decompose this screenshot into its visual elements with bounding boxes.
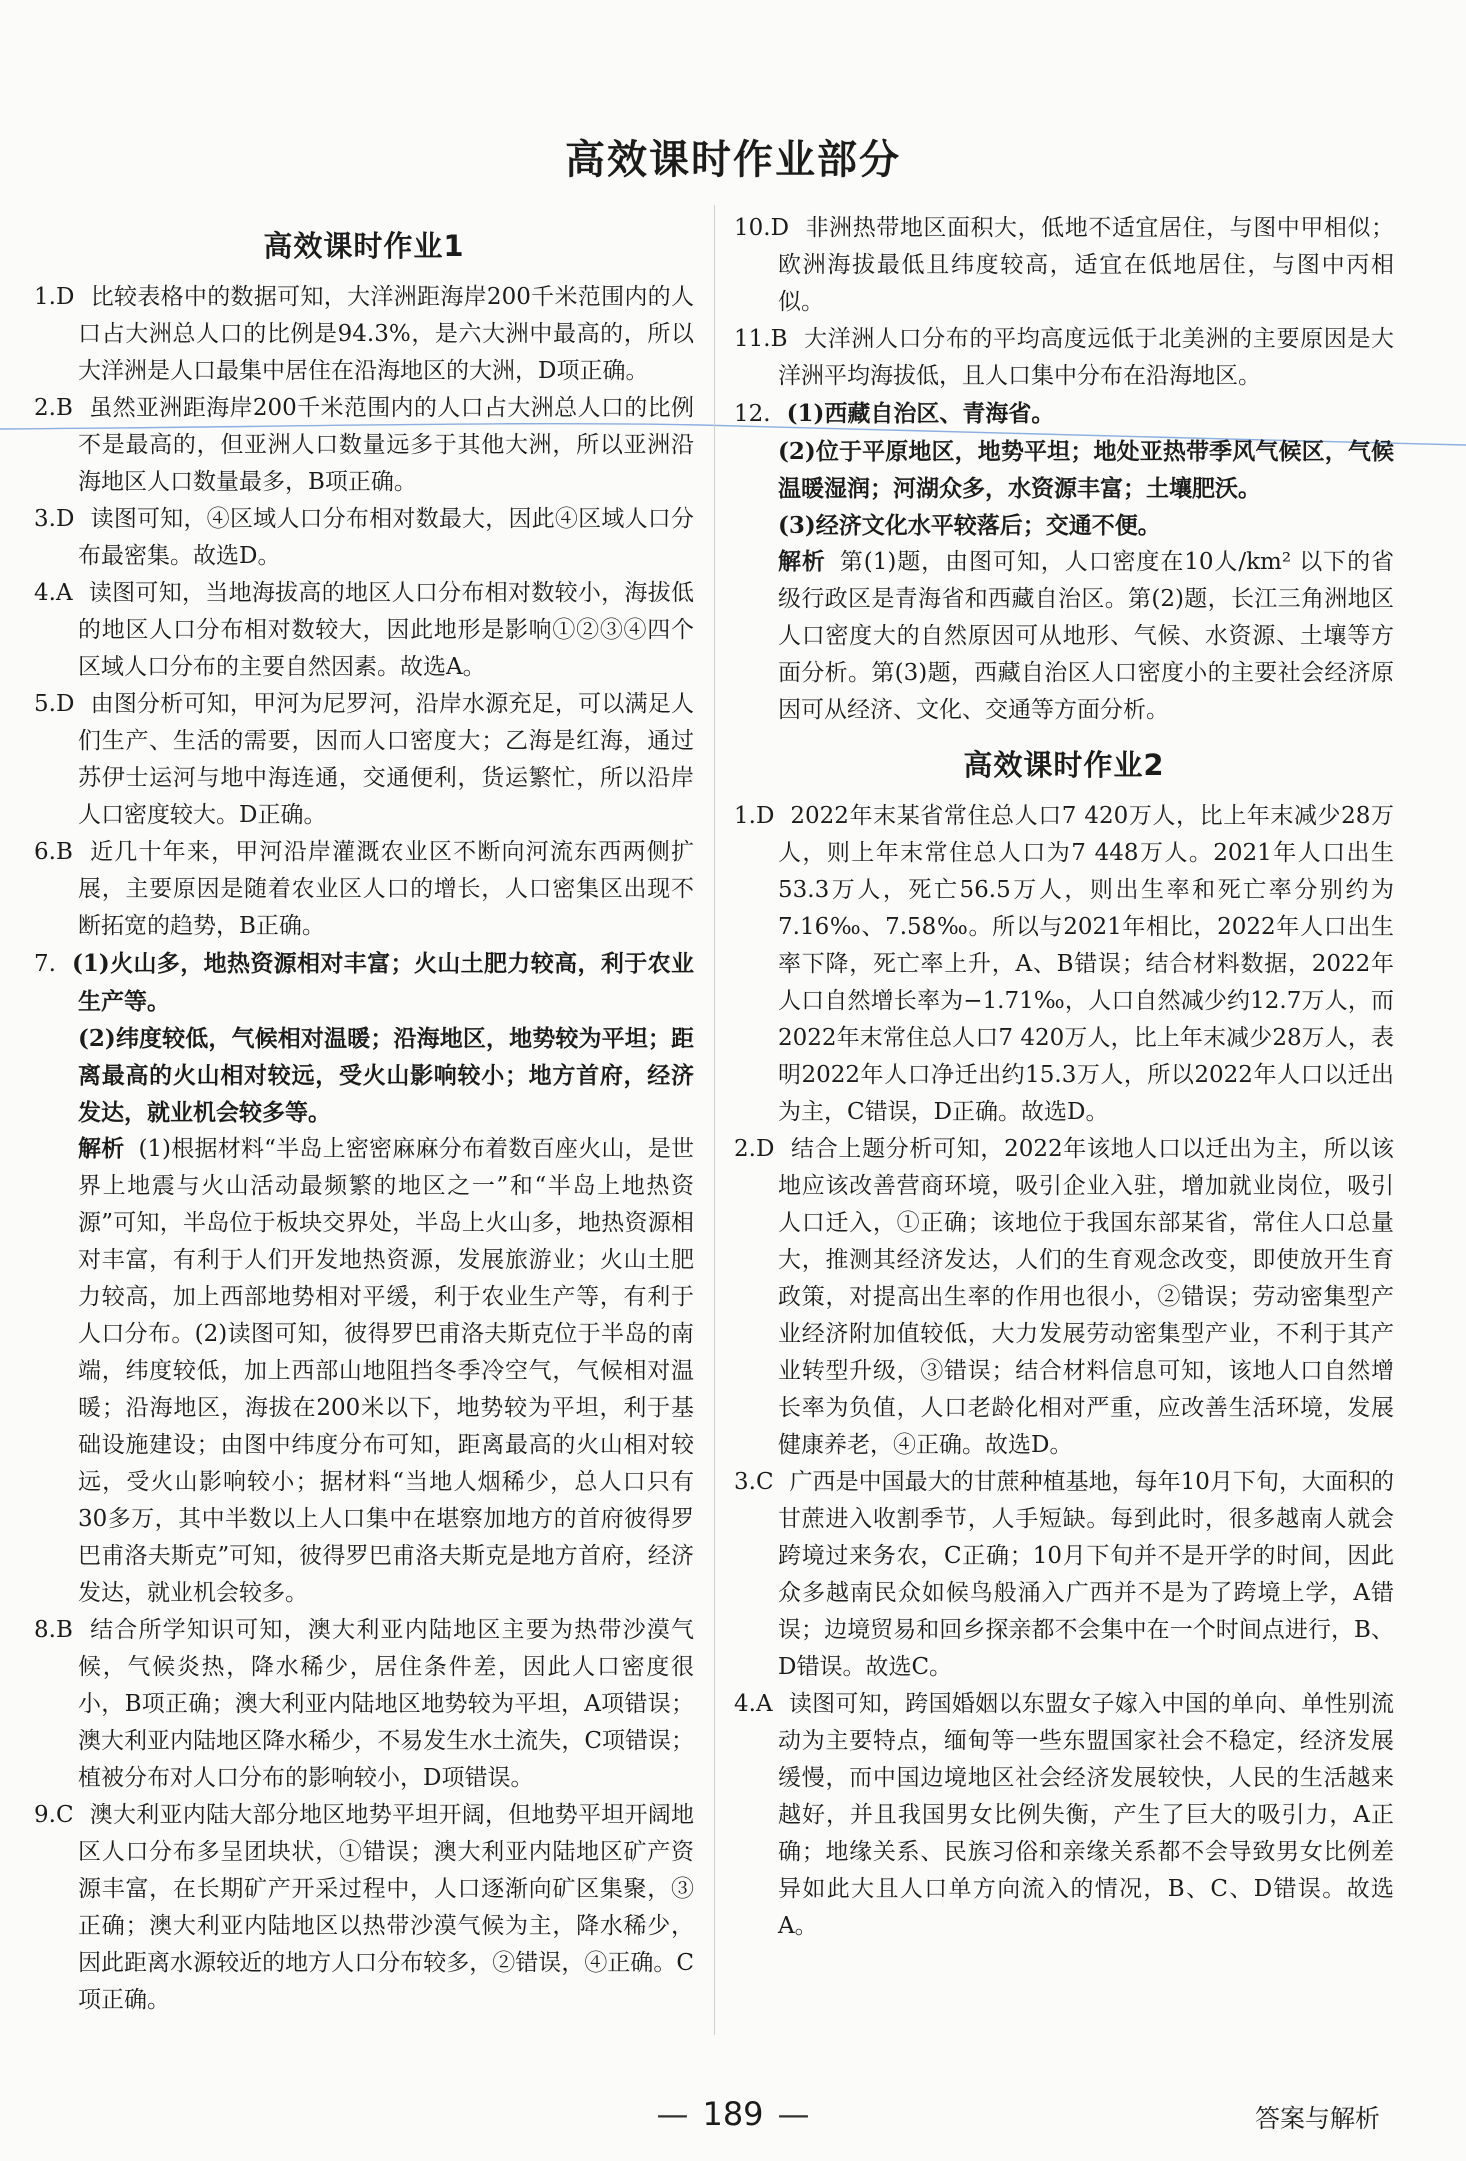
answer-item: 3.C 广西是中国最大的甘蔗种植基地，每年10月下旬，大面积的甘蔗进入收割季节，人手短缺。每到此时，很多越南人就会跨境过来务农，C正确；10月下旬并不是开学的时间，因此众多越南民众如候鸟般涌入广西并不是为了跨境上学，A错误；边境贸易和回乡探亲都不会集中在一个时间点进行，B、D错误。故选C。 (734, 1469, 1394, 1680)
footer-label: 答案与解析 (1254, 2104, 1380, 2133)
section-title-homework-2: 高效课时作业2 (963, 748, 1165, 782)
page-title: 高效课时作业部分 (565, 137, 901, 183)
answer-item: 2.D 结合上题分析可知，2022年该地人口以迁出为主，所以该地应该改善营商环境，吸引企业入驻，增加就业岗位，吸引人口迁入，①正确；该地位于我国东部某省，常住人口总量大，推测其经济发达，人们的生育观念改变，即使放开生育政策，对提高出生率的作用也很小，②错误；劳动密集型产业经济附加值较低，大力发展劳动密集型产业，不利于其产业转型升级，③错误；结合材料信息可知，该地人口自然增长率为负值，人口老龄化相对严重，应改善生活环境，发展健康养老，④正确。故选D。 (734, 1136, 1394, 1458)
answer-item: 2.B 虽然亚洲距海岸200千米范围内的人口占大洲总人口的比例不是最高的，但亚洲人口数量远多于其他大洲，所以亚洲沿海地区人口数量最多，B项正确。 (34, 395, 694, 495)
answer-item-q12-part2: (2)位于平原地区，地势平坦；地处亚热带季风气候区，气候温暖湿润；河湖众多，水资源丰富；土壤肥沃。 (778, 438, 1394, 502)
left-answer-list (34, 279, 694, 2019)
explanation-q12: 解析 第(1)题，由图可知，人口密度在10人/km² 以下的省级行政区是青海省和西藏自治区。第(2)题，长江三角洲地区人口密度大的自然原因可从地形、气候、水资源、土壤等方面分析。第(3)题，西藏自治区人口密度小的主要社会经济原因可从经济、文化、交通等方面分析。 (778, 549, 1395, 723)
right-answer-list (734, 210, 1394, 729)
answer-item-q12-part1: 12. (1)西藏自治区、青海省。 (734, 400, 1055, 427)
answer-item: 4.A 读图可知，当地海拔高的地区人口分布相对数较小，海拔低的地区人口分布相对数较大，因此地形是影响①②③④四个区域人口分布的主要自然因素。故选A。 (34, 580, 694, 680)
answer-item: 11.B 大洋洲人口分布的平均高度远低于北美洲的主要原因是大洋洲平均海拔低，且人口集中分布在沿海地区。 (734, 326, 1394, 389)
right-answer-list-2 (734, 798, 1394, 1945)
answer-item: 5.D 由图分析可知，甲河为尼罗河，沿岸水源充足，可以满足人们生产、生活的需要，因而人口密度大；乙海是红海，通过苏伊士运河与地中海连通，交通便利，货运繁忙，所以沿岸人口密度较大。D正确。 (34, 691, 694, 828)
answer-item: 1.D 比较表格中的数据可知，大洋洲距海岸200千米范围内的人口占大洲总人口的比例是94.3%，是六大洲中最高的，所以大洋洲是人口最集中居住在沿海地区的大洲，D项正确。 (34, 284, 694, 384)
explanation-q7: 解析 (1)根据材料“半岛上密密麻麻分布着数百座火山，是世界上地震与火山活动最频繁的地区之一”和“半岛上地热资源”可知，半岛位于板块交界处，半岛上火山多，地热资源相对丰富，有利于人们开发地热资源，发展旅游业；火山土肥力较高，加上西部地势相对平缓，利于农业生产等，有利于人口分布。(2)读图可知，彼得罗巴甫洛夫斯克位于半岛的南端，纬度较低，加上西部山地阻挡冬季冷空气，气候相对温暖；沿海地区，海拔在200米以下，地势较为平坦，利于基础设施建设；由图中纬度分布可知，距离最高的火山相对较远，受火山影响较小；据材料“当地人烟稀少，总人口只有30多万，其中半数以上人口集中在堪察加地方的首府彼得罗巴甫洛夫斯克”可知，彼得罗巴甫洛夫斯克是地方首府，经济发达，就业机会较多。 (78, 1136, 694, 1606)
page-number: — 189 — (0, 2095, 1466, 2133)
answer-item: 3.D 读图可知，④区域人口分布相对数最大，因此④区域人口分布最密集。故选D。 (34, 506, 694, 569)
answer-item: 6.B 近几十年来，甲河沿岸灌溉农业区不断向河流东西两侧扩展，主要原因是随着农业区人口的增长，人口密集区出现不断拓宽的趋势，B正确。 (34, 839, 694, 939)
left-column (34, 210, 694, 2019)
page-footer (0, 2095, 1466, 2135)
answer-item-q7-part2: (2)纬度较低，气候相对温暖；沿海地区，地势较为平坦；距离最高的火山相对较远，受火山影响较小；地方首府，经济发达，就业机会较多等。 (78, 1025, 694, 1126)
answer-item: 8.B 结合所学知识可知，澳大利亚内陆地区主要为热带沙漠气候，气候炎热，降水稀少，居住条件差，因此人口密度很小，B项正确；澳大利亚内陆地区地势较为平坦，A项错误；澳大利亚内陆地区降水稀少，不易发生水土流失，C项错误；植被分布对人口分布的影响较小，D项错误。 (34, 1617, 694, 1791)
answer-item: 10.D 非洲热带地区面积大，低地不适宜居住，与图中甲相似；欧洲海拔最低且纬度较高，适宜在低地居住，与图中丙相似。 (734, 215, 1394, 315)
answer-item-q7-part1: 7. (1)火山多，地热资源相对丰富；火山土肥力较高，利于农业生产等。 (34, 950, 694, 1015)
right-column (734, 210, 1394, 1945)
answer-item: 4.A 读图可知，跨国婚姻以东盟女子嫁入中国的单向、单性别流动为主要特点，缅甸等一些东盟国家社会不稳定，经济发展缓慢，而中国边境地区社会经济发展较快，人民的生活越来越好，并且我国男女比例失衡，产生了巨大的吸引力，A正确；地缘关系、民族习俗和亲缘关系都不会导致男女比例差异如此大且人口单方向流入的情况，B、C、D错误。故选A。 (734, 1691, 1394, 1939)
answer-item-q12-part3: (3)经济文化水平较落后；交通不便。 (778, 512, 1161, 539)
answer-item: 1.D 2022年末某省常住总人口7 420万人，比上年末减少28万人，则上年末常住总人口为7 448万人。2021年人口出生53.3万人，死亡56.5万人，则出生率和死亡率分别约为7.16‰、7.58‰。所以与2021年相比，2022年人口出生率下降，死亡率上升，A、B错误；结合材料数据，2022年人口自然增长率为−1.71‰，人口自然减少约12.7万人，而2022年末常住总人口7 420万人，比上年末减少28万人，表明2022年人口净迁出约15.3万人，所以2022年人口以迁出为主，C错误，D正确。故选D。 (734, 803, 1394, 1125)
column-divider (714, 205, 715, 2035)
answer-item: 9.C 澳大利亚内陆大部分地区地势平坦开阔，但地势平坦开阔地区人口分布多呈团块状，①错误；澳大利亚内陆地区矿产资源丰富，在长期矿产开采过程中，人口逐渐向矿区集聚，③正确；澳大利亚内陆地区以热带沙漠气候为主，降水稀少，因此距离水源较近的地方人口分布较多，②错误，④正确。C项正确。 (34, 1802, 694, 2013)
section-title-homework-1: 高效课时作业1 (263, 229, 465, 263)
